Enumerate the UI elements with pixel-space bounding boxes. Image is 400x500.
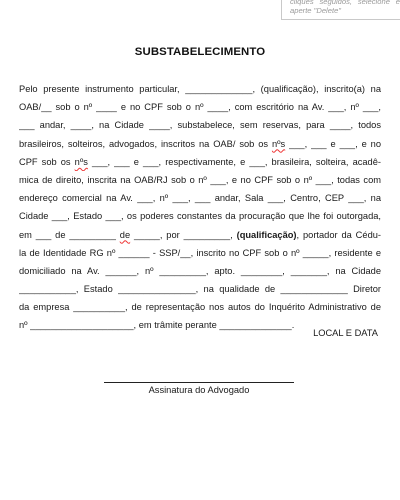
instruction-note: cliques seguidos, selecione e aperte "Delete" — [281, 0, 400, 20]
body-line: em ___ de _________ de _____, por _________, (qualificação), portador da Cédu- — [19, 229, 381, 240]
body-line: nº ____________________, em trâmite perante ______________. — [19, 320, 295, 331]
body-line: da empresa __________, de representação nos autos do Inquérito Administrativo de — [19, 302, 381, 313]
body-line: Cidade ___, Estado ___, os poderes constantes da procuração que lhe foi outorgada, — [19, 211, 381, 222]
body-line: la de Identidade RG nº ______ - SSP/__, inscrito no CPF sob o nº _____, residente e — [19, 247, 381, 258]
body-line: domiciliado na Av. ______, nº _________, apto. ________, _______, na Cidade — [19, 265, 381, 276]
body-line: mica de direito, inscrita na OAB/RJ sob o nº ___, e no CPF sob o nº ___, todas com — [19, 174, 381, 185]
body-line: OAB/__ sob o nº ____ e no CPF sob o nº ____, com escritório na Av. ___, nº ___, — [19, 102, 381, 113]
document-body — [19, 80, 381, 335]
body-line: brasileiros, solteiros, advogados, inscritos na OAB/ sob os nºs ___, ___ e ___, e no — [19, 138, 381, 149]
body-line: ___________, Estado _______________, na qualidade de _____________ Diretor — [19, 284, 381, 295]
document-title: SUBSTABELECIMENTO — [134, 46, 266, 58]
signature-label: Assinatura do Advogado — [148, 385, 250, 395]
local-date: LOCAL E DATA — [313, 328, 378, 338]
body-line: ___ andar, ____, na Cidade ____, substabelece, sem reservas, para ____, todos — [19, 120, 381, 131]
body-line: Pelo presente instrumento particular, _____________, (qualificação), inscrito(a) na — [19, 84, 381, 94]
signature-line — [104, 382, 294, 383]
body-line: endereço comercial na Av. ___, nº ___, ___ andar, Sala ___, Centro, CEP ___, na — [19, 193, 381, 204]
body-line: CPF sob os nºs ___, ___ e ___, respectivamente, e ___, brasileira, solteira, acadê- — [19, 156, 381, 167]
